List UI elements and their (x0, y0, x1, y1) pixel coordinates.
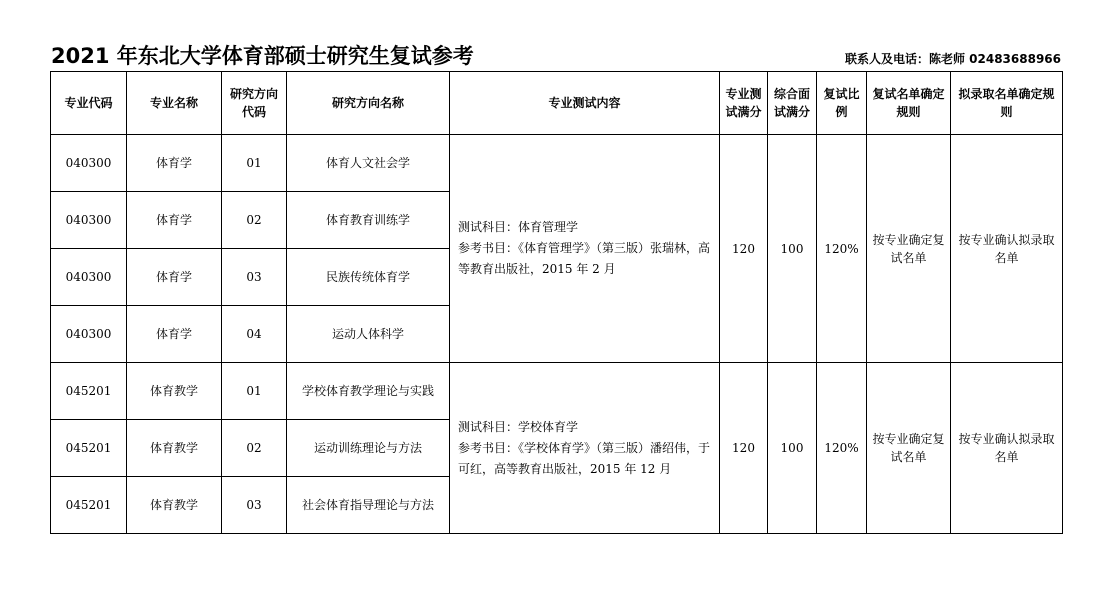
interview-score-cell: 100 (768, 135, 817, 363)
major-code-cell: 040300 (51, 135, 127, 192)
major-code-cell: 045201 (51, 420, 127, 477)
table-row (51, 363, 1063, 420)
major-code-cell: 040300 (51, 192, 127, 249)
header-test-score: 专业测试满分 (720, 72, 768, 135)
major-name-cell: 体育学 (127, 306, 222, 363)
page-title: 2021 年东北大学体育部硕士研究生复试参考 (51, 44, 474, 68)
direction-name-cell: 运动训练理论与方法 (287, 420, 450, 477)
direction-name-cell: 学校体育教学理论与实践 (287, 363, 450, 420)
major-code-cell: 045201 (51, 363, 127, 420)
admit-rule-cell: 按专业确认拟录取名单 (951, 135, 1063, 363)
admit-rule-cell: 按专业确认拟录取名单 (951, 363, 1063, 534)
major-name-cell: 体育教学 (127, 363, 222, 420)
direction-name-cell: 体育人文社会学 (287, 135, 450, 192)
header-ratio: 复试比例 (817, 72, 867, 135)
direction-name-cell: 运动人体科学 (287, 306, 450, 363)
admission-table (50, 71, 1063, 534)
test-subject: 测试科目：学校体育学 (458, 419, 579, 434)
major-code-cell: 040300 (51, 306, 127, 363)
major-code-cell: 045201 (51, 477, 127, 534)
reference-book: 参考书目：《体育管理学》（第三版）张瑞林，高等教育出版社，2015 年 2 月 (458, 241, 711, 276)
direction-code-cell: 02 (222, 420, 287, 477)
list-rule-cell: 按专业确定复试名单 (867, 135, 951, 363)
test-score-cell: 120 (720, 135, 768, 363)
table-row (51, 135, 1063, 192)
direction-code-cell: 01 (222, 135, 287, 192)
test-content-cell (450, 363, 720, 534)
direction-code-cell: 03 (222, 249, 287, 306)
header-list-rule: 复试名单确定规则 (867, 72, 951, 135)
direction-name-cell: 体育教育训练学 (287, 192, 450, 249)
direction-name-cell: 民族传统体育学 (287, 249, 450, 306)
header-row (51, 72, 1063, 135)
contact-info: 联系人及电话：陈老师 02483688966 (844, 52, 1061, 66)
reference-book: 参考书目：《学校体育学》（第三版）潘绍伟，于可红，高等教育出版社，2015 年 12 月 (458, 440, 711, 476)
ratio-cell: 120% (817, 363, 867, 534)
header-major-code: 专业代码 (51, 72, 127, 135)
header-direction-code: 研究方向代码 (222, 72, 287, 135)
header-interview-score: 综合面试满分 (768, 72, 817, 135)
test-content-cell (450, 135, 720, 363)
ratio-cell: 120% (817, 135, 867, 363)
interview-score-cell: 100 (768, 363, 817, 534)
header-direction-name: 研究方向名称 (287, 72, 450, 135)
major-name-cell: 体育学 (127, 192, 222, 249)
direction-code-cell: 02 (222, 192, 287, 249)
test-score-cell: 120 (720, 363, 768, 534)
major-code-cell: 040300 (51, 249, 127, 306)
header-major-name: 专业名称 (127, 72, 222, 135)
direction-code-cell: 04 (222, 306, 287, 363)
direction-code-cell: 01 (222, 363, 287, 420)
direction-code-cell: 03 (222, 477, 287, 534)
header-admit-rule: 拟录取名单确定规则 (951, 72, 1063, 135)
header-test-content: 专业测试内容 (450, 72, 720, 135)
major-name-cell: 体育学 (127, 249, 222, 306)
major-name-cell: 体育教学 (127, 477, 222, 534)
major-name-cell: 体育学 (127, 135, 222, 192)
test-subject: 测试科目：体育管理学 (458, 220, 579, 234)
list-rule-cell: 按专业确定复试名单 (867, 363, 951, 534)
major-name-cell: 体育教学 (127, 420, 222, 477)
direction-name-cell: 社会体育指导理论与方法 (287, 477, 450, 534)
